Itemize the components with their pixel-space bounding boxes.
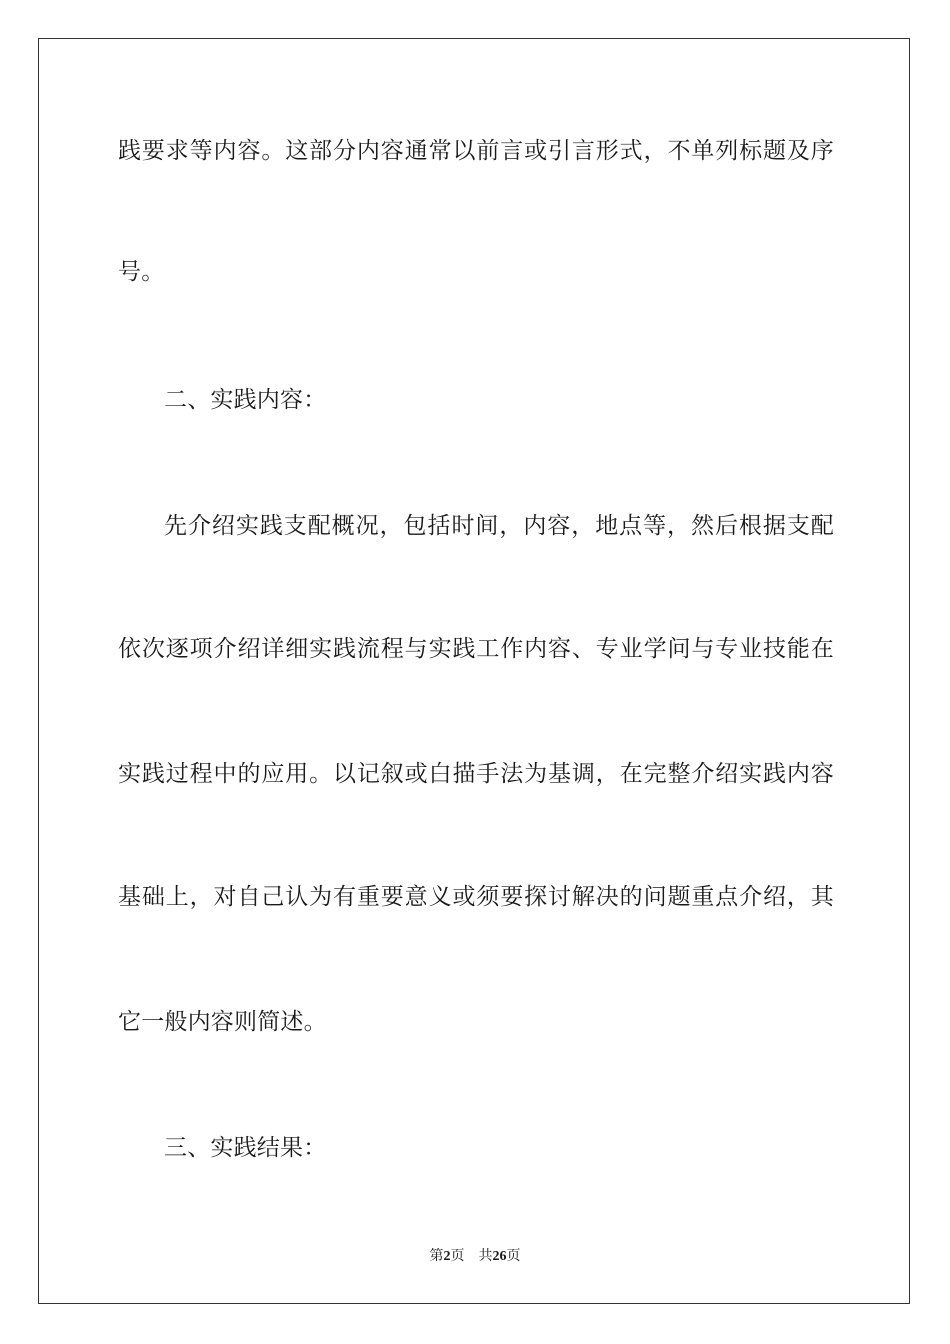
total-suffix: 页 <box>506 1248 521 1264</box>
page-number: 2 <box>443 1249 451 1264</box>
paragraph-line: 它一般内容则简述。 <box>118 1009 327 1035</box>
page-footer <box>0 1247 950 1266</box>
page-border <box>38 38 910 1304</box>
section-heading: 二、实践内容： <box>164 387 327 413</box>
paragraph-line: 践要求等内容。这部分内容通常以前言或引言形式，不单列标题及序 <box>118 138 834 164</box>
paragraph-line: 号。 <box>118 259 165 285</box>
paragraph-line: 实践过程中的应用。以记叙或白描手法为基调，在完整介绍实践内容 <box>118 761 834 787</box>
paragraph-line: 依次逐项介绍详细实践流程与实践工作内容、专业学问与专业技能在 <box>118 636 834 662</box>
paragraph-line: 先介绍实践支配概况，包括时间，内容，地点等，然后根据支配 <box>164 513 834 539</box>
page-suffix: 页 <box>450 1248 465 1264</box>
total-pages: 26 <box>492 1249 507 1264</box>
page-prefix: 第 <box>429 1248 444 1264</box>
paragraph-line: 基础上，对自己认为有重要意义或须要探讨解决的问题重点介绍，其 <box>118 884 834 910</box>
section-heading: 三、实践结果： <box>164 1135 327 1161</box>
total-prefix: 共 <box>478 1248 493 1264</box>
